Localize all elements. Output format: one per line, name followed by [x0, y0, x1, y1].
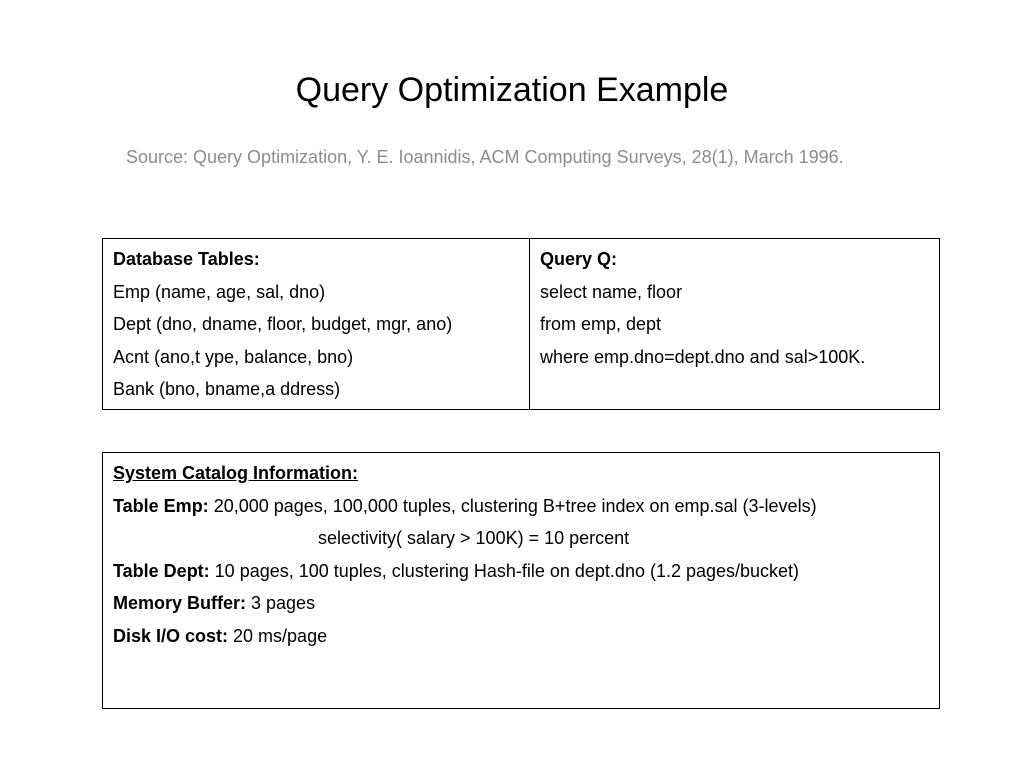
memory-value: 3 pages [246, 593, 316, 614]
query-where-clause: where emp.dno=dept.dno and sal>100K. [540, 346, 866, 367]
system-catalog-box [102, 452, 940, 709]
disk-value: 20 ms/page [228, 625, 328, 646]
emp-label: Table Emp: [113, 495, 209, 516]
disk-label: Disk I/O cost: [113, 625, 229, 646]
dept-value: 10 pages, 100 tuples, clustering Hash-file on dept.dno (1.2 pages/bucket) [209, 560, 800, 581]
table-bank-schema: Bank (bno, bname,a ddress) [113, 379, 341, 400]
table-dept-schema: Dept (dno, dname, floor, budget, mgr, ano) [113, 314, 453, 335]
catalog-dept-line [113, 555, 929, 588]
table-emp-schema: Emp (name, age, sal, dno) [113, 281, 326, 302]
table-acnt-schema: Acnt (ano,t ype, balance, bno) [113, 346, 354, 367]
emp-selectivity: selectivity( salary > 100K) = 10 percent [318, 528, 630, 549]
query-select-clause: select name, floor [540, 281, 683, 302]
query-from-clause: from emp, dept [540, 314, 662, 335]
source-citation: Source: Query Optimization, Y. E. Ioannidis, ACM Computing Surveys, 28(1), March 1996. [126, 147, 844, 167]
catalog-emp-line [113, 490, 929, 523]
query-heading: Query Q: [540, 249, 618, 269]
query-cell [530, 239, 939, 409]
database-tables-heading: Database Tables: [113, 249, 260, 269]
catalog-memory-line [113, 587, 929, 620]
database-tables-cell [103, 239, 530, 409]
memory-label: Memory Buffer: [113, 593, 247, 614]
emp-value: 20,000 pages, 100,000 tuples, clustering B+tree index on emp.sal (3-levels) [208, 495, 817, 516]
dept-label: Table Dept: [113, 560, 210, 581]
catalog-disk-line [113, 620, 929, 653]
schema-query-table [102, 238, 940, 410]
slide-title: Query Optimization Example [295, 71, 729, 109]
catalog-heading: System Catalog Information: [113, 463, 359, 483]
